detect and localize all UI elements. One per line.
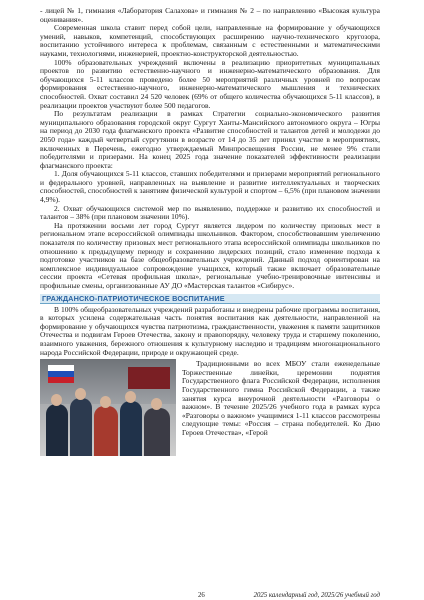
photo-row (40, 359, 380, 456)
paragraph-indicator-2: 2. Охват обучающихся системой мер по выявлению, поддержке и развитию их способностей и талантов – 38% (при плановом значении 10%). (40, 203, 380, 222)
paragraph-olympiad: На протяжении восьми лет город Сургут является лидером по количеству призовых мест в региональном этапе всероссийской олимпиады школьников. Фактором, способствовавшим увеличению показателя по количеству призовых мест регионального этапа всероссийской олимпиады школьников по отношению к предыдущему периоду и сохранению лидерских позиций, стало изменение подхода к подготовке участников на базе общеобразовательных учреждений. Данный подход ориентирован на комплексное индивидуальное сопровождение учащихся, который также включает образовательные сессии проекта «Сетевая профильная школа», региональные учебно-тренировочные интенсивы и профильные смены, организованные АУ ДО «Мастерская талантов «Сибирус». (40, 220, 380, 290)
paragraph-ceremonies: Традиционными во всех МБОУ стали еженедельные Торжественные линейки, церемонии поднятия Государственного флага Российской Федерации, исполнения Государственного гимна Российской Федерации, а также занятия курса внеурочной деятельности «Разговоры о важном». В течение 2025/26 учебного года в рамках курса «Разговоры о важном» учащимися 1-11 классов рассмотрены следующие темы: «Россия – страна победителей. Ко Дню Героев Отечества», «Герой (182, 359, 380, 437)
ceremony-photo (40, 359, 176, 456)
paragraph-projects-coverage: 100% образовательных учреждений включены в реализацию приоритетных муниципальных проектов по развитию естественно-научного и инженерно-математического образования. Для обучающихся 5-11 классов проведено более 50 мероприятий различных уровней по вопросам формирования естественно-научного, инженерно-математического мышления и технических способностей. Охват составил 24 520 человек (69% от общего количества обучающихся 5-11 классов), в реализации проектов участвуют более 500 педагогов. (40, 57, 380, 110)
paragraph-school-goals: Современная школа ставит перед собой цели, направленные на формирование у обучающихся умений, навыков, компетенций, способствующих расширению научно-технического кругозора, воспитанию устойчивого интереса к проблемам, связанным с естественными и математическими науками, технологиями, инженерией, проектно-конструкторской деятельностью. (40, 23, 380, 58)
paragraph-flagship-project: По результатам реализации в рамках Стратегии социально-экономического развития муниципального образования городской округ Сургут Ханты-Мансийского автономного округа – Югры на период до 2030 года флагманского проекта «Развитие способностей и талантов детей и молодежи до 2050 года» каждый четвертый сургутянин в возрасте от 14 до 35 лет принял участие в мероприятиях, включенных в Перечень, ежегодно утверждаемый Минпросвещения России, не менее 9% стали победителями и призерами. На конец 2025 года значение показателей эффективности реализации флагманского проекта: (40, 109, 380, 170)
paragraph-indicator-1: 1. Доля обучающихся 5-11 классов, ставших победителями и призерами мероприятий регионального и федерального уровней, направленных на выявление и развитие интеллектуальных и творческих способностей, способностей к занятиям физической культурой и спортом – 6,5% (при плановом значении 4,9%). (40, 169, 380, 205)
banner-image (128, 367, 170, 389)
footer-caption: 2025 календарный год, 2025/26 учебный год (253, 592, 380, 599)
page-number: 26 (198, 592, 205, 599)
section-heading: ГРАЖДАНСКО-ПАТРИОТИЧЕСКОЕ ВОСПИТАНИЕ (40, 294, 380, 304)
paragraph-list-continuation: - лицей № 1, гимназия «Лаборатория Салахова» и гимназия № 2 – по направлению «Высокая культура оценивания». (40, 6, 380, 24)
russian-flag-image (48, 365, 74, 383)
paragraph-upbringing-programs: В 100% общеобразовательных учреждений разработаны и внедрены рабочие программы воспитания, в которых усилена содержательная часть понятия воспитания как деятельности, направленной на формирование у обучающихся чувства патриотизма, гражданственности, уважения к памяти защитников Отечества и подвигам Героев Отечества, закону и правопорядку, человеку труда и старшему поколению, взаимного уважения, бережного отношения к культурному наследию и традициям многонационального народа Российской Федерации, природе и окружающей среде. (40, 304, 380, 357)
